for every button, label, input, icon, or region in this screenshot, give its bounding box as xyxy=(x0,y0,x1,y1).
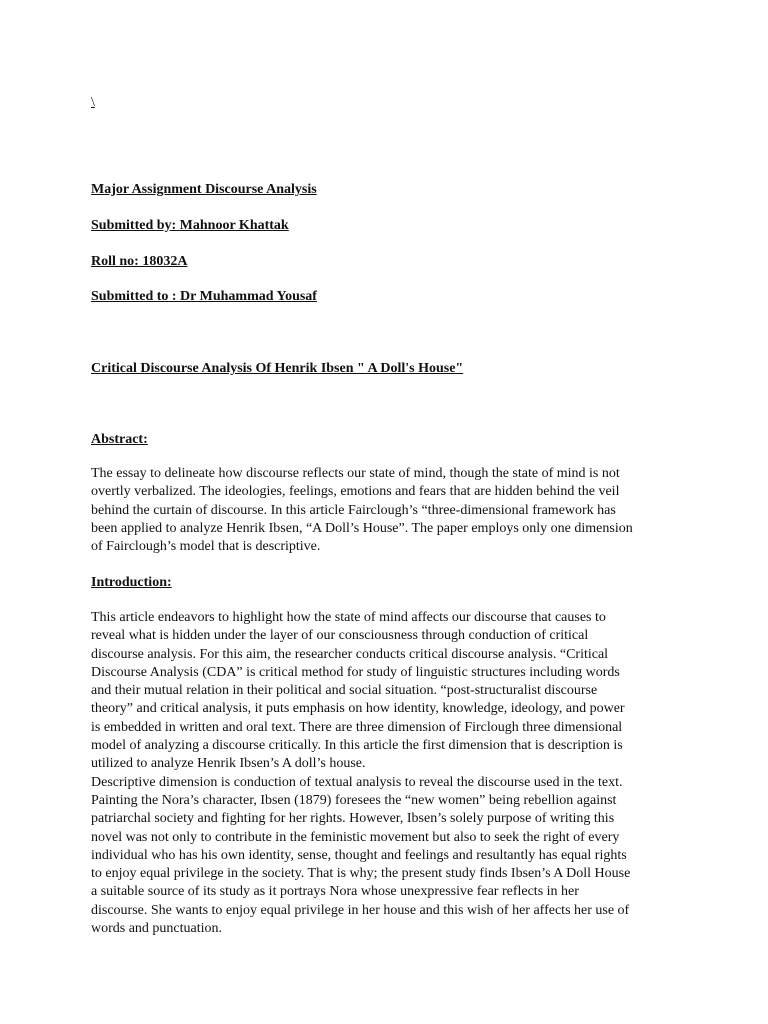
introduction-line: reveal what is hidden under the layer of our consciousness through conduction of critical xyxy=(91,628,589,644)
introduction-line: is embedded in written and oral text. There are three dimension of Firclough three dimensional xyxy=(91,719,623,735)
introduction-line: discourse analysis. For this aim, the researcher conducts critical discourse analysis. “Critical xyxy=(91,646,609,662)
submitted-by: Submitted by: Mahnoor Khattak xyxy=(91,218,289,233)
introduction-line: Painting the Nora’s character, Ibsen (1879) foresees the “new women” being rebellion against xyxy=(91,792,617,808)
abstract-line: been applied to analyze Henrik Ibsen, “A Doll’s House”. The paper employs only one dimension xyxy=(91,520,633,536)
abstract-paragraph xyxy=(91,465,681,556)
introduction-line: individual who has his own identity, sense, thought and feelings and resultantly has equal rights xyxy=(91,847,627,863)
introduction-line: Discourse Analysis (CDA” is critical method for study of linguistic structures including words xyxy=(91,664,620,680)
abstract-line: overtly verbalized. The ideologies, feelings, emotions and fears that are hidden behind the veil xyxy=(91,484,620,500)
backslash-mark: \ xyxy=(91,95,95,110)
introduction-paragraph xyxy=(91,609,681,938)
abstract-line: The essay to delineate how discourse reflects our state of mind, though the state of mind is not xyxy=(91,466,620,481)
submitted-to: Submitted to : Dr Muhammad Yousaf xyxy=(91,289,317,304)
abstract-line: behind the curtain of discourse. In this article Fairclough’s “three-dimensional framework has xyxy=(91,502,616,518)
introduction-line: discourse. She wants to enjoy equal privilege in her house and this wish of her affects her use of xyxy=(91,902,630,918)
introduction-line: words and punctuation. xyxy=(91,921,223,937)
introduction-line: novel was not only to contribute in the feministic movement but also to seek the right of every xyxy=(91,829,620,845)
introduction-line: model of analyzing a discourse critically. In this article the first dimension that is description is xyxy=(91,738,623,754)
introduction-line: patriarchal society and fighting for her rights. However, Ibsen’s solely purpose of writing this xyxy=(91,811,615,827)
introduction-heading: Introduction: xyxy=(91,575,172,590)
abstract-line: of Fairclough’s model that is descriptive. xyxy=(91,539,321,555)
introduction-line: to enjoy equal privilege in the society. That is why; the present study finds Ibsen’s A Doll House xyxy=(91,866,631,882)
introduction-line: a suitable source of its study as it portrays Nora whose unexpressive fear reflects in her xyxy=(91,884,579,900)
paper-title: Critical Discourse Analysis Of Henrik Ibsen " A Doll's House" xyxy=(91,361,464,376)
abstract-heading: Abstract: xyxy=(91,432,148,447)
introduction-line: Descriptive dimension is conduction of textual analysis to reveal the discourse used in the text. xyxy=(91,774,623,790)
introduction-line: theory” and critical analysis, it puts emphasis on how identity, knowledge, ideology, and power xyxy=(91,701,625,717)
roll-number: Roll no: 18032A xyxy=(91,254,188,269)
assignment-title: Major Assignment Discourse Analysis xyxy=(91,182,317,197)
introduction-line: and their mutual relation in their political and social situation. “post-structuralist discourse xyxy=(91,683,598,699)
introduction-line: utilized to analyze Henrik Ibsen’s A doll’s house. xyxy=(91,756,366,772)
introduction-line: This article endeavors to highlight how the state of mind affects our discourse that causes to xyxy=(91,610,606,625)
